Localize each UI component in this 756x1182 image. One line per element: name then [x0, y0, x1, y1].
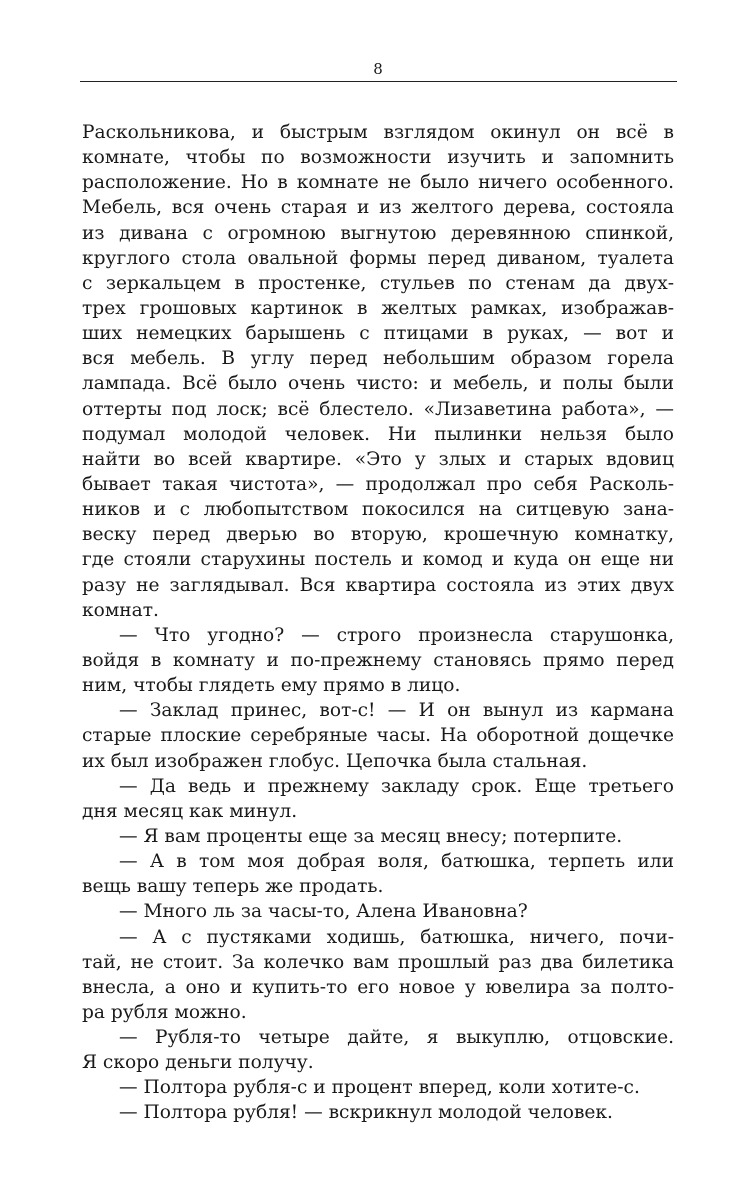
text-line: веску перед дверью во вторую, крошечную комнатку, [82, 524, 674, 546]
header-rule [80, 81, 677, 82]
text-line: ра рубля можно. [82, 1001, 247, 1023]
text-line: — Да ведь и прежнему закладу срок. Еще третьего [119, 775, 674, 797]
text-line: дня месяц как минул. [82, 800, 298, 822]
text-line: вся мебель. В углу перед небольшим образом горела [82, 348, 674, 370]
text-line: Мебель, вся очень старая и из желтого дерева, состояла [82, 197, 674, 219]
text-line: где стояли старухины постель и комод и куда он еще ни [82, 549, 674, 571]
text-line: вещь вашу теперь же продать. [82, 876, 384, 898]
text-line: старые плоские серебряные часы. На оборотной дощечке [82, 725, 674, 747]
text-line: ших немецких барышень с птицами в руках, — вот и [82, 323, 674, 345]
text-line: — А с пустяками ходишь, батюшка, ничего, почи- [119, 926, 674, 948]
text-line: комнат. [82, 599, 159, 621]
text-line: ников и с любопытством покосился на ситцевую зана- [82, 499, 674, 521]
text-line: трех грошовых картинок в желтых рамках, изображав- [82, 297, 674, 319]
text-line: их был изображен глобус. Цепочка была стальная. [82, 750, 588, 772]
text-line: из дивана с огромною выгнутою деревянною спинкой, [82, 222, 674, 244]
text-line: — Полтора рубля! — вскрикнул молодой человек. [119, 1102, 613, 1124]
text-line: круглого стола овальной формы перед диваном, туалета [82, 247, 674, 269]
text-line: — А в том моя добрая воля, батюшка, терпеть или [119, 851, 674, 873]
text-line: лампада. Всё было очень чисто: и мебель, и полы были [82, 373, 674, 395]
text-line: расположение. Но в комнате не было ничего особенного. [82, 172, 674, 194]
text-line: — Заклад принес, вот-с! — И он вынул из кармана [119, 700, 674, 722]
text-line: — Рубля-то четыре дайте, я выкуплю, отцовские. [119, 1027, 674, 1049]
text-line: разу не заглядывал. Вся квартира состояла из этих двух [82, 574, 674, 596]
body-text [82, 120, 674, 1126]
text-line: комнате, чтобы по возможности изучить и запомнить [82, 147, 674, 169]
text-line: — Много ль за часы-то, Алена Ивановна? [119, 901, 528, 923]
text-line: войдя в комнату и по-прежнему становясь прямо перед [82, 649, 674, 671]
text-line: Раскольникова, и быстрым взглядом окинул он всё в [82, 122, 674, 143]
page-number: 8 [373, 60, 383, 78]
text-line: внесла, а оно и купить-то его новое у ювелира за полто- [82, 976, 674, 998]
text-line: бывает такая чистота», — продолжал про себя Расколь- [82, 473, 674, 495]
text-line: — Я вам проценты еще за месяц внесу; потерпите. [119, 825, 623, 847]
text-line: с зеркальцем в простенке, стульев по стенам да двух- [82, 272, 674, 294]
text-line: оттерты под лоск; всё блестело. «Лизаветина работа», — [82, 398, 674, 420]
text-line: найти во всей квартире. «Это у злых и старых вдовиц [82, 448, 674, 470]
text-line: подумал молодой человек. Ни пылинки нельзя было [82, 423, 674, 445]
text-line: Я скоро деньги получу. [82, 1052, 314, 1074]
text-line: — Что угодно? — строго произнесла старушонка, [119, 624, 674, 646]
text-line: — Полтора рубля-с и процент вперед, коли хотите-с. [119, 1077, 640, 1099]
text-line: ним, чтобы глядеть ему прямо в лицо. [82, 675, 461, 697]
text-line: тай, не стоит. За колечко вам прошлый раз два билетика [82, 951, 674, 973]
